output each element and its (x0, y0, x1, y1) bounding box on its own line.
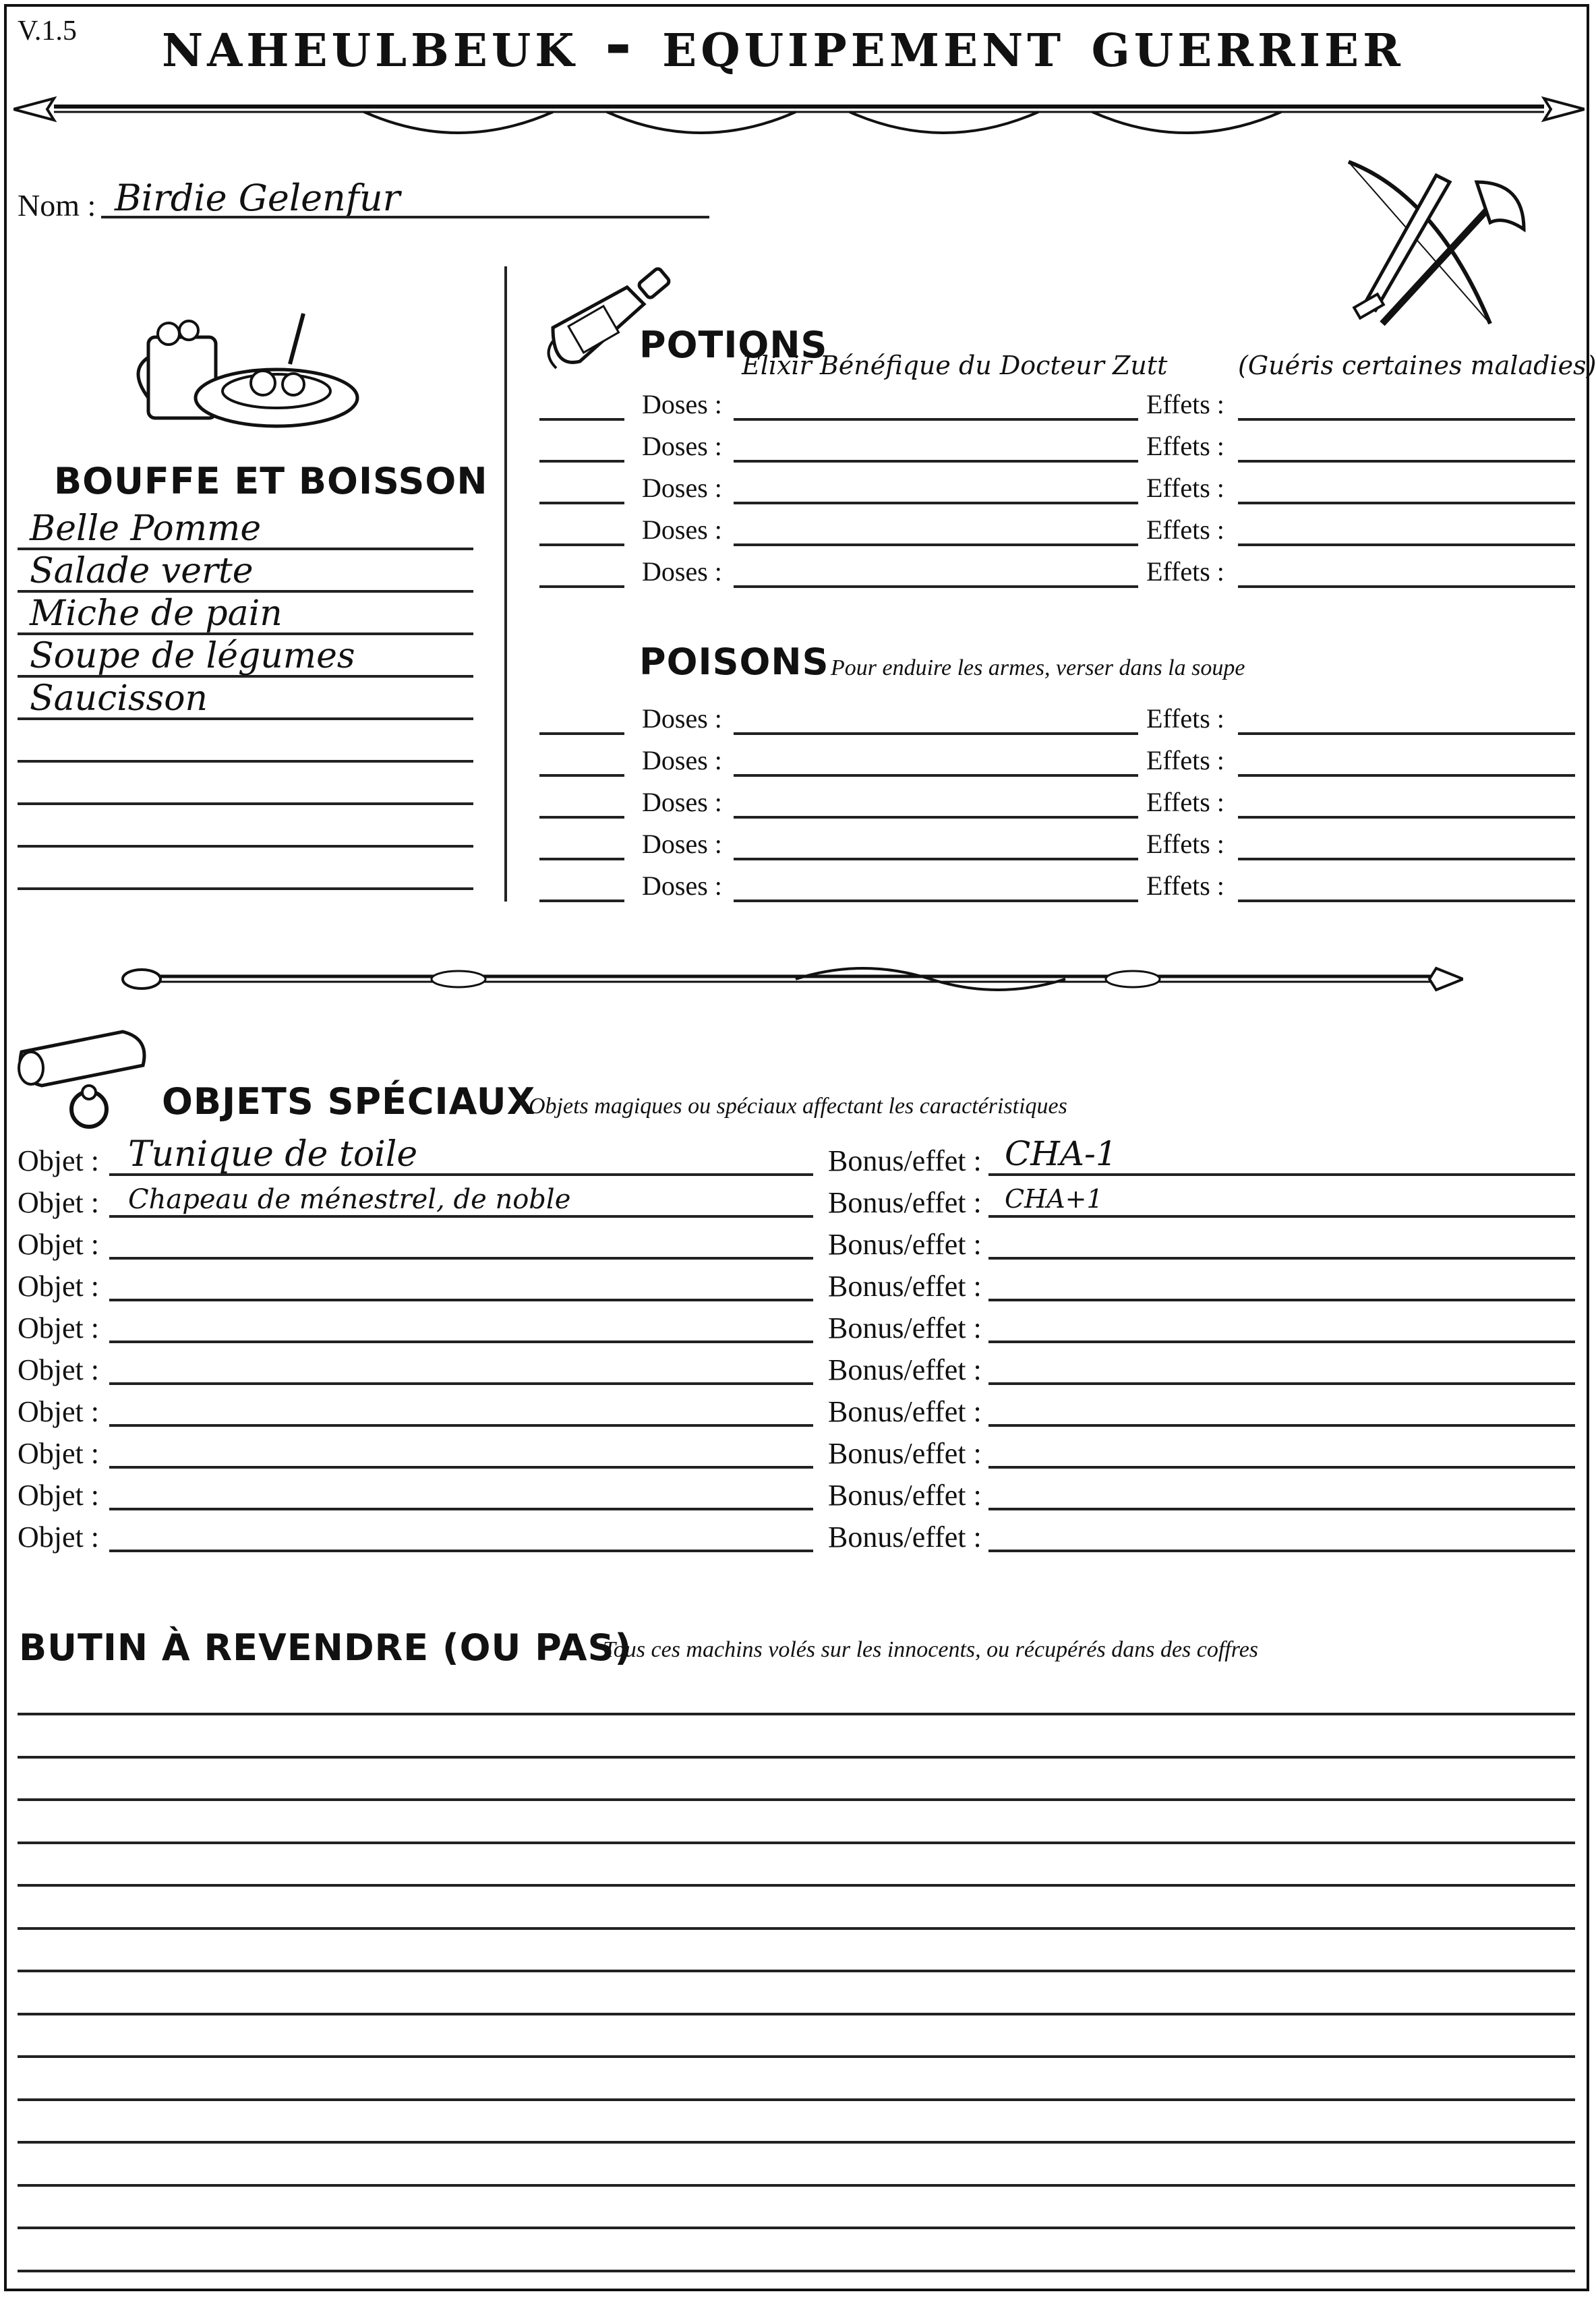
bouffe-item[interactable]: Salade verte (30, 551, 254, 591)
potion-effets-line (1238, 418, 1575, 421)
potion-doses-line (734, 418, 1138, 421)
bonus-line (988, 1173, 1575, 1176)
potion-doses-label: Doses : (642, 389, 722, 419)
potion-effets-value[interactable]: (Guéris certaines maladies) (1238, 351, 1596, 380)
objets-subtitle: Objets magiques ou spéciaux affectant les caractéristiques (529, 1094, 1067, 1119)
potion-effets-line (1238, 502, 1575, 504)
poison-count-line (539, 732, 624, 735)
bonus-value[interactable]: CHA+1 (1005, 1184, 1103, 1214)
objet-line (109, 1508, 813, 1510)
poison-doses-line (734, 816, 1138, 819)
bonus-line (988, 1299, 1575, 1301)
objet-line (109, 1424, 813, 1427)
butin-line[interactable] (18, 1713, 1575, 1715)
bouffe-heading: BOUFFE ET BOISSON (54, 460, 488, 502)
objet-label: Objet : (18, 1270, 99, 1303)
objets-heading: OBJETS SPÉCIAUX (162, 1080, 536, 1123)
potion-count-line (539, 460, 624, 463)
bonus-label: Bonus/effet : (828, 1479, 982, 1512)
potion-effets-line (1238, 543, 1575, 546)
potion-effets-label: Effets : (1146, 556, 1224, 587)
bonus-line (988, 1424, 1575, 1427)
butin-line[interactable] (18, 2227, 1575, 2229)
crossed-sword-axe-bow-icon (1322, 155, 1537, 337)
bonus-label: Bonus/effet : (828, 1228, 982, 1261)
butin-line[interactable] (18, 1842, 1575, 1844)
potion-doses-label: Doses : (642, 473, 722, 503)
poison-effets-line (1238, 858, 1575, 860)
poison-effets-line (1238, 816, 1575, 819)
butin-heading: BUTIN À REVENDRE (OU PAS) (19, 1626, 632, 1669)
bonus-line (988, 1466, 1575, 1469)
butin-subtitle: Tous ces machins volés sur les innocents, ou récupérés dans des coffres (603, 1637, 1259, 1662)
poison-doses-label: Doses : (642, 871, 722, 901)
potion-effets-label: Effets : (1146, 514, 1224, 545)
objet-label: Objet : (18, 1353, 99, 1386)
objet-line (109, 1340, 813, 1343)
bonus-label: Bonus/effet : (828, 1521, 982, 1554)
objet-line (109, 1215, 813, 1218)
poisons-subtitle: Pour enduire les armes, verser dans la soupe (831, 655, 1245, 680)
poison-count-line (539, 774, 624, 777)
butin-line[interactable] (18, 1756, 1575, 1759)
bonus-label: Bonus/effet : (828, 1186, 982, 1219)
objet-label: Objet : (18, 1228, 99, 1261)
poison-doses-label: Doses : (642, 829, 722, 859)
poison-effets-line (1238, 732, 1575, 735)
bouffe-line (18, 802, 473, 805)
tankard-and-plate-icon (135, 297, 364, 432)
potion-count-line (539, 543, 624, 546)
potion-effets-label: Effets : (1146, 431, 1224, 461)
spear-divider-icon (13, 86, 1585, 147)
objet-value[interactable]: Chapeau de ménestrel, de noble (128, 1184, 571, 1215)
butin-line[interactable] (18, 1798, 1575, 1801)
nom-underline (101, 216, 709, 218)
column-divider (504, 266, 507, 902)
poison-doses-line (734, 774, 1138, 777)
potion-count-line (539, 502, 624, 504)
butin-line[interactable] (18, 2055, 1575, 2058)
objet-label: Objet : (18, 1521, 99, 1554)
potion-doses-line (734, 460, 1138, 463)
objet-line (109, 1382, 813, 1385)
bonus-value[interactable]: CHA-1 (1005, 1134, 1117, 1173)
version-label: V.1.5 (18, 16, 77, 47)
bonus-line (988, 1215, 1575, 1218)
objet-label: Objet : (18, 1395, 99, 1428)
bonus-line (988, 1550, 1575, 1552)
butin-line[interactable] (18, 1884, 1575, 1887)
bouffe-item[interactable]: Miche de pain (30, 593, 283, 634)
bouffe-item[interactable]: Saucisson (30, 678, 208, 719)
objet-line (109, 1299, 813, 1301)
potion-count-line (539, 418, 624, 421)
poison-effets-label: Effets : (1146, 787, 1224, 817)
poison-effets-line (1238, 774, 1575, 777)
bouffe-line (18, 760, 473, 763)
poison-effets-label: Effets : (1146, 703, 1224, 734)
potion-effets-label: Effets : (1146, 473, 1224, 503)
potion-doses-value[interactable]: Elixir Bénéfique du Docteur Zutt (742, 351, 1168, 380)
bouffe-line (18, 887, 473, 890)
butin-line[interactable] (18, 2270, 1575, 2272)
potions-heading: POTIONS (639, 324, 828, 366)
objet-line (109, 1257, 813, 1260)
scroll-and-ring-icon (15, 1025, 163, 1140)
objet-line (109, 1550, 813, 1552)
butin-line[interactable] (18, 1927, 1575, 1930)
bonus-line (988, 1382, 1575, 1385)
bonus-label: Bonus/effet : (828, 1312, 982, 1345)
bouffe-item[interactable]: Soupe de légumes (30, 636, 355, 676)
bonus-line (988, 1257, 1575, 1260)
objet-line (109, 1466, 813, 1469)
poison-doses-line (734, 858, 1138, 860)
butin-line[interactable] (18, 2184, 1575, 2187)
potion-doses-label: Doses : (642, 556, 722, 587)
poison-doses-label: Doses : (642, 745, 722, 775)
potion-count-line (539, 585, 624, 588)
bonus-label: Bonus/effet : (828, 1437, 982, 1470)
potion-doses-label: Doses : (642, 514, 722, 545)
poison-doses-label: Doses : (642, 787, 722, 817)
bouffe-line (18, 845, 473, 848)
butin-line[interactable] (18, 2141, 1575, 2144)
objet-label: Objet : (18, 1312, 99, 1345)
staff-divider-icon (121, 958, 1463, 998)
bonus-label: Bonus/effet : (828, 1353, 982, 1386)
page-title: naheulbeuk - equipement guerrier (162, 5, 1405, 82)
objet-label: Objet : (18, 1186, 99, 1219)
poison-effets-label: Effets : (1146, 829, 1224, 859)
poison-count-line (539, 858, 624, 860)
poison-doses-label: Doses : (642, 703, 722, 734)
poisons-heading: POISONS (639, 641, 829, 683)
bouffe-item[interactable]: Belle Pomme (30, 508, 262, 549)
poison-count-line (539, 900, 624, 902)
poison-doses-line (734, 900, 1138, 902)
nom-label: Nom : (18, 188, 96, 223)
poison-effets-line (1238, 900, 1575, 902)
bonus-label: Bonus/effet : (828, 1270, 982, 1303)
bonus-line (988, 1508, 1575, 1510)
bonus-label: Bonus/effet : (828, 1144, 982, 1177)
potion-effets-line (1238, 460, 1575, 463)
potion-effets-label: Effets : (1146, 389, 1224, 419)
objet-label: Objet : (18, 1479, 99, 1512)
potion-doses-label: Doses : (642, 431, 722, 461)
objet-label: Objet : (18, 1144, 99, 1177)
poison-effets-label: Effets : (1146, 871, 1224, 901)
poison-doses-line (734, 732, 1138, 735)
poison-effets-label: Effets : (1146, 745, 1224, 775)
nom-value[interactable]: Birdie Gelenfur (115, 177, 401, 219)
potion-doses-line (734, 543, 1138, 546)
poison-count-line (539, 816, 624, 819)
potion-doses-line (734, 585, 1138, 588)
bonus-line (988, 1340, 1575, 1343)
potion-effets-line (1238, 585, 1575, 588)
butin-line[interactable] (18, 1970, 1575, 1972)
potion-doses-line (734, 502, 1138, 504)
butin-line[interactable] (18, 2098, 1575, 2101)
bonus-label: Bonus/effet : (828, 1395, 982, 1428)
objet-value[interactable]: Tunique de toile (128, 1134, 418, 1175)
butin-line[interactable] (18, 2013, 1575, 2015)
objet-label: Objet : (18, 1437, 99, 1470)
